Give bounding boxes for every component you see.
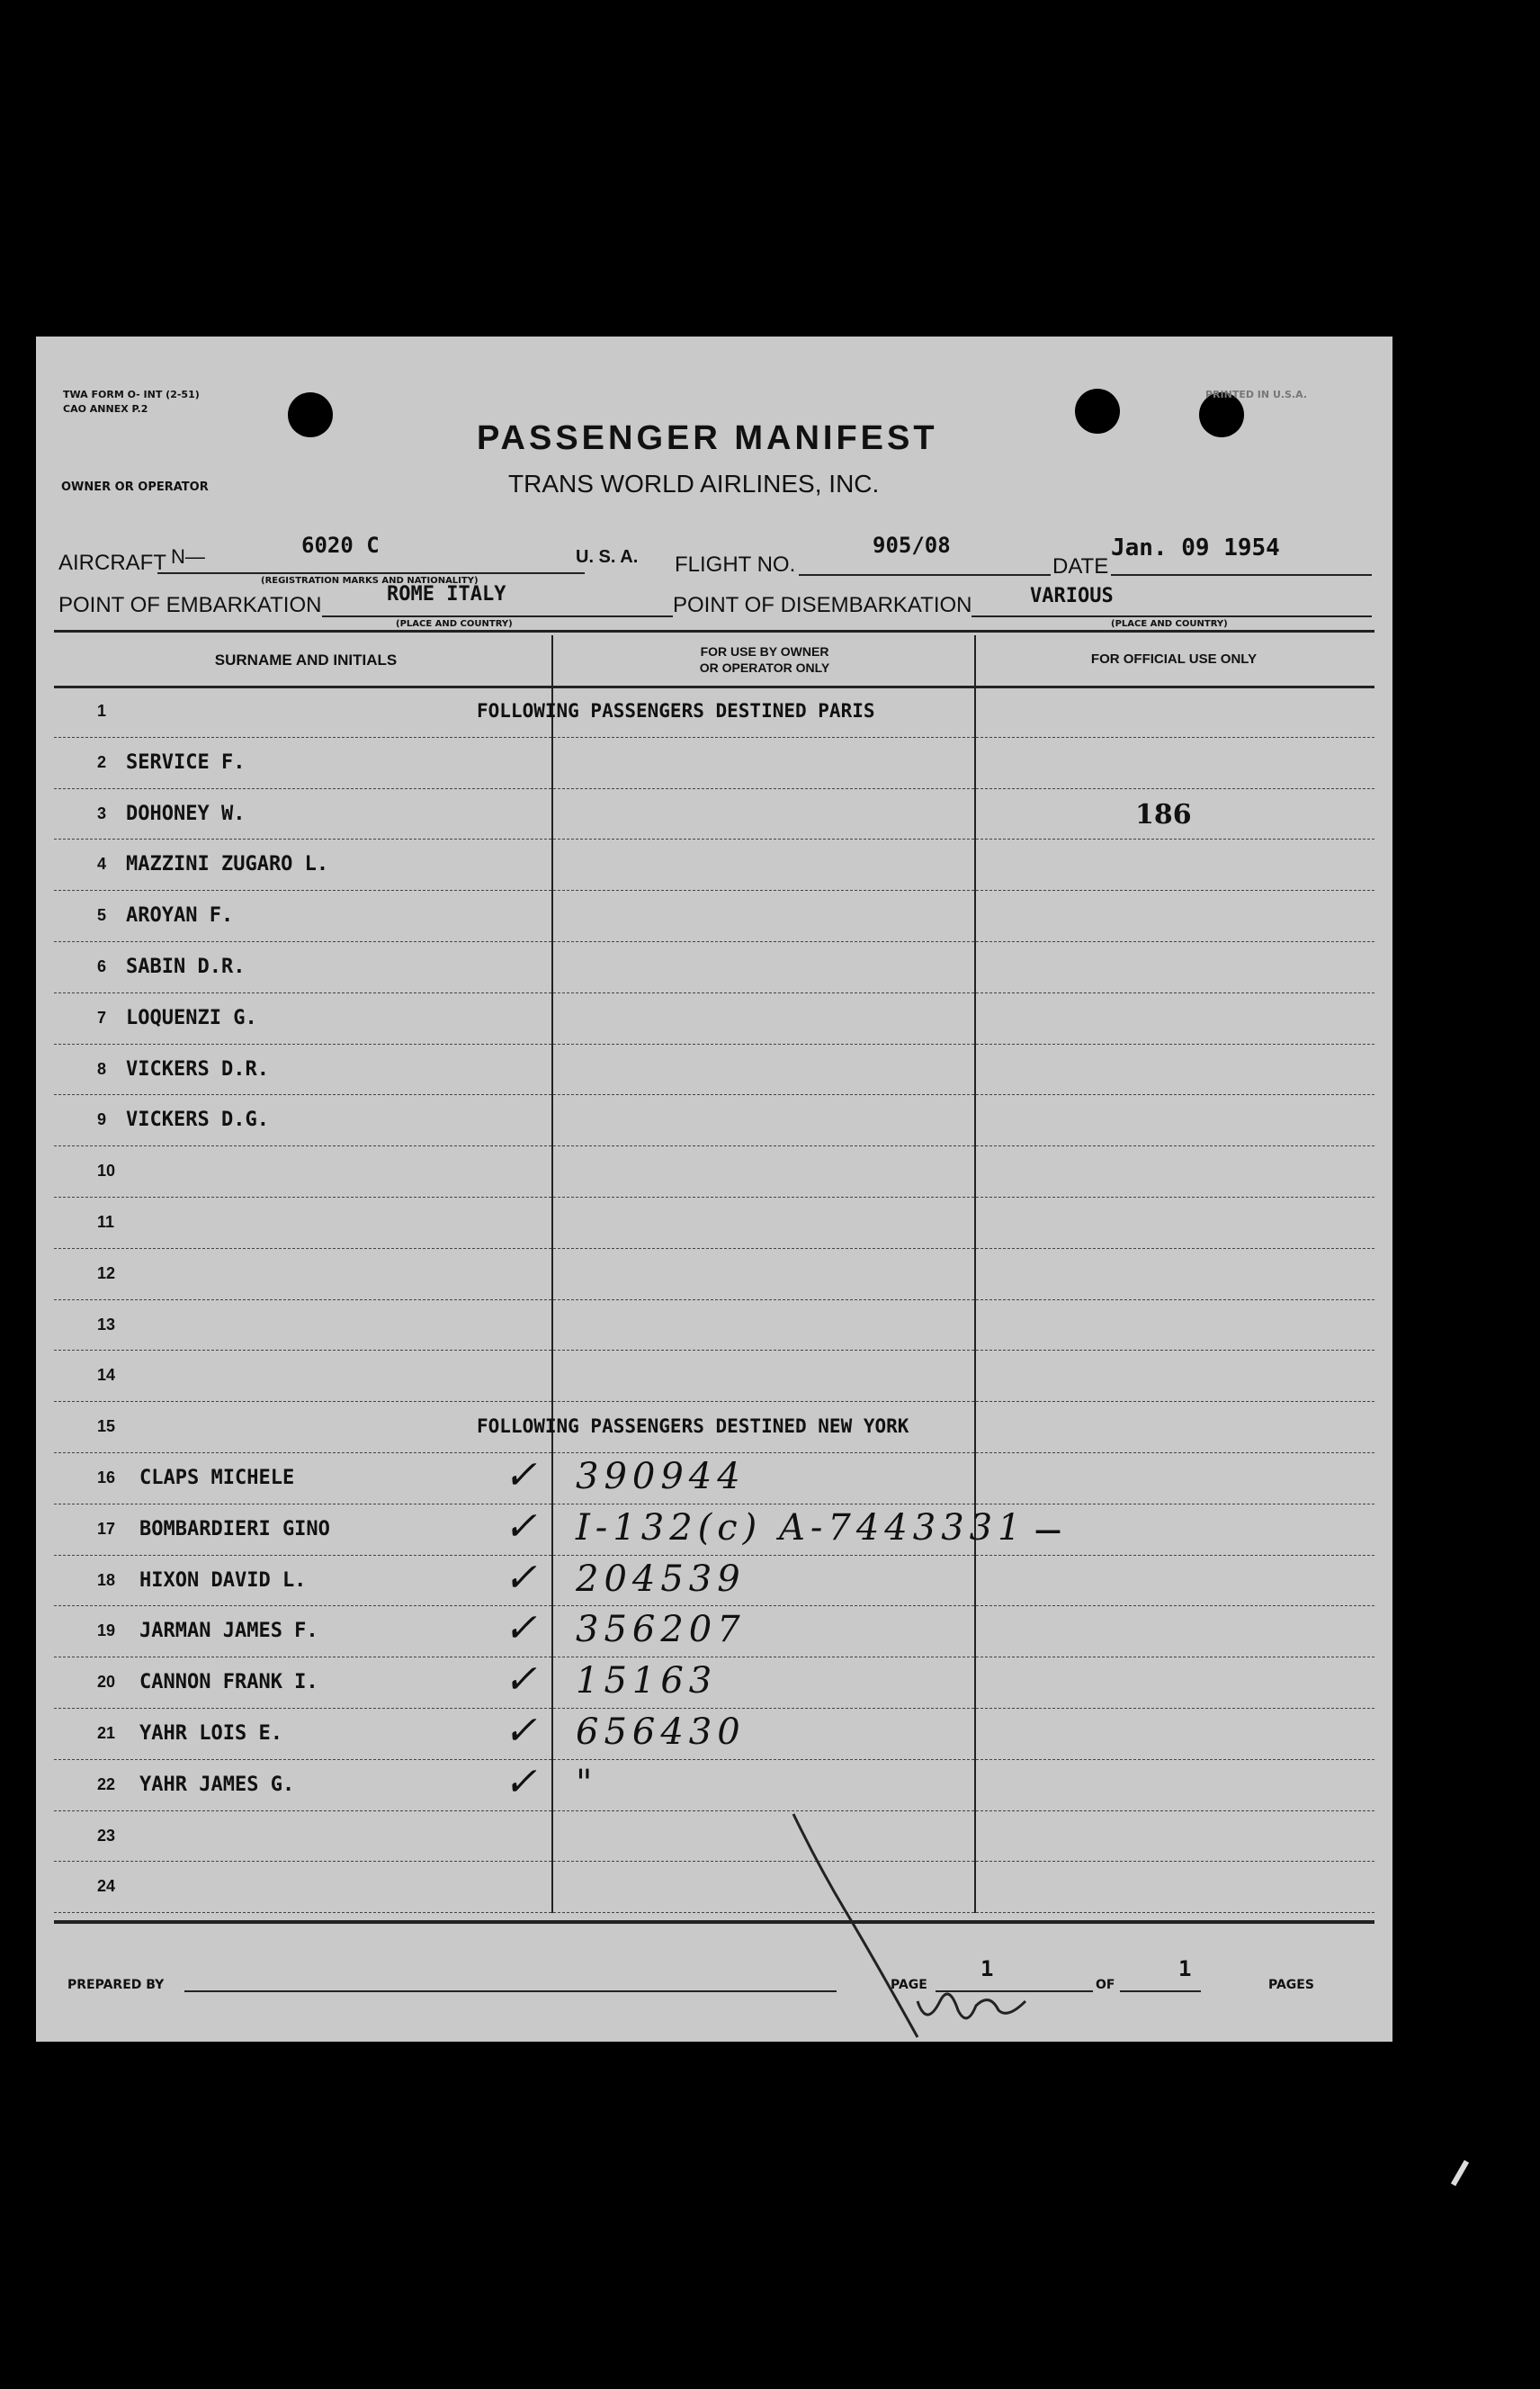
row-rule: [54, 992, 1374, 993]
passenger-name: DOHONEY W.: [126, 802, 246, 825]
row-number: 4: [97, 855, 107, 874]
place-caption-1: (PLACE AND COUNTRY): [396, 619, 513, 629]
passenger-name: MAZZINI ZUGARO L.: [126, 853, 329, 876]
passenger-name: VICKERS D.G.: [126, 1109, 269, 1132]
col-divider-2: [974, 635, 976, 1913]
page-value: 1: [980, 1956, 994, 1981]
row-number: 10: [97, 1162, 116, 1181]
header-rule: [54, 686, 1374, 688]
registration-caption: (REGISTRATION MARKS AND NATIONALITY): [261, 576, 479, 586]
table-bottom-rule: [54, 1920, 1374, 1924]
destination-banner: FOLLOWING PASSENGERS DESTINED PARIS: [477, 700, 875, 722]
row-number: 24: [97, 1877, 116, 1896]
row-number: 3: [97, 804, 107, 822]
flight-no-value: 905/08: [873, 533, 951, 558]
col-official-header: FOR OFFICIAL USE ONLY: [1090, 651, 1258, 667]
handwritten-number: I-132(c) A-7443331: [576, 1506, 1026, 1549]
flight-no-label: FLIGHT NO.: [675, 552, 796, 577]
manifest-sheet: [36, 337, 1392, 2042]
date-label: DATE: [1052, 554, 1109, 579]
row-rule: [54, 1708, 1374, 1709]
row-number: 23: [97, 1826, 116, 1845]
handwritten-number: 15163: [576, 1660, 718, 1702]
place-caption-2: (PLACE AND COUNTRY): [1111, 619, 1228, 629]
row-number: 13: [97, 1315, 116, 1334]
passenger-name: AROYAN F.: [126, 904, 234, 928]
row-rule: [54, 1145, 1374, 1146]
prepared-by-underline: [184, 1990, 837, 1992]
aircraft-label: AIRCRAFT: [58, 551, 166, 575]
row-rule: [54, 1810, 1374, 1811]
date-underline: [1111, 574, 1372, 576]
check-mark: ✓: [504, 1503, 537, 1549]
embark-value: ROME ITALY: [387, 583, 506, 606]
check-mark: ✓: [504, 1554, 537, 1601]
row-rule: [54, 1044, 1374, 1045]
table-top-rule: [54, 630, 1374, 633]
prepared-by-label: PREPARED BY: [67, 1978, 165, 1992]
page-label: PAGE: [891, 1978, 927, 1992]
passenger-name: BOMBARDIERI GINO: [139, 1517, 330, 1540]
passenger-name: CANNON FRANK I.: [139, 1671, 318, 1694]
col-owner-header-2: OR OPERATOR ONLY: [699, 660, 830, 675]
embark-underline: [322, 615, 673, 617]
passenger-name: SERVICE F.: [126, 750, 246, 774]
of-value: 1: [1178, 1956, 1192, 1981]
row-number: 1: [97, 702, 107, 720]
row-number: 14: [97, 1366, 116, 1385]
form-code: TWA FORM O- INT (2-51): [63, 389, 200, 400]
col-divider-1: [551, 635, 553, 1913]
disembark-value: VARIOUS: [1030, 585, 1114, 607]
handwritten-stroke: [792, 1812, 1133, 2046]
row-number: 21: [97, 1724, 116, 1742]
row-number: 19: [97, 1621, 116, 1640]
handwritten-number: 390944: [576, 1456, 746, 1497]
row-rule: [54, 890, 1374, 891]
aircraft-prefix: N—: [171, 545, 205, 568]
page-title: PASSENGER MANIFEST: [477, 419, 938, 457]
annex-code: CAO ANNEX P.2: [63, 403, 148, 415]
passenger-name: YAHR JAMES G.: [139, 1773, 295, 1796]
passenger-name: LOQUENZI G.: [126, 1006, 257, 1029]
row-number: 20: [97, 1673, 116, 1692]
row-rule: [54, 1350, 1374, 1351]
check-mark: ✓: [504, 1758, 537, 1805]
check-mark: ✓: [504, 1452, 537, 1498]
row-number: 17: [97, 1519, 116, 1538]
destination-banner: FOLLOWING PASSENGERS DESTINED NEW YORK: [477, 1415, 909, 1438]
passenger-name: CLAPS MICHELE: [139, 1467, 295, 1489]
handwritten-number: 656430: [576, 1711, 746, 1753]
flight-underline: [799, 574, 1051, 576]
punch-hole-right-1: [1075, 389, 1120, 434]
row-rule: [54, 1555, 1374, 1556]
row-number: 7: [97, 1008, 107, 1027]
passenger-name: YAHR LOIS E.: [139, 1722, 282, 1745]
aircraft-underline: [157, 572, 585, 574]
row-rule: [54, 1094, 1374, 1095]
nationality: U. S. A.: [576, 547, 639, 567]
passenger-name: VICKERS D.R.: [126, 1057, 269, 1081]
row-number: 16: [97, 1468, 116, 1486]
row-number: 22: [97, 1774, 116, 1793]
row-rule: [54, 1861, 1374, 1862]
row-number: 8: [97, 1059, 107, 1078]
pages-label: PAGES: [1268, 1978, 1314, 1992]
row-number: 11: [97, 1213, 115, 1231]
row-number: 6: [97, 957, 107, 975]
operator-name: TRANS WORLD AIRLINES, INC.: [508, 470, 880, 498]
row-rule: [54, 1197, 1374, 1198]
film-scratch: [1451, 2160, 1469, 2187]
check-mark: ✓: [504, 1605, 537, 1652]
passenger-name: SABIN D.R.: [126, 956, 246, 978]
row-rule: [54, 1299, 1374, 1300]
row-rule: [54, 1605, 1374, 1606]
row-rule: [54, 1912, 1374, 1913]
date-value: Jan. 09 1954: [1111, 534, 1280, 561]
official-note: —: [1034, 1513, 1061, 1546]
row-rule: [54, 941, 1374, 942]
row-number: 15: [97, 1417, 116, 1436]
row-number: 9: [97, 1110, 107, 1129]
col-surname-header: SURNAME AND INITIALS: [214, 651, 398, 669]
embark-label: POINT OF EMBARKATION: [58, 593, 322, 617]
row-rule: [54, 1248, 1374, 1249]
printed-in: PRINTED IN U.S.A.: [1205, 389, 1308, 400]
check-mark: ✓: [504, 1708, 537, 1754]
official-note: 186: [1135, 798, 1192, 831]
row-number: 18: [97, 1570, 116, 1589]
handwritten-number: 204539: [576, 1558, 746, 1600]
passenger-name: JARMAN JAMES F.: [139, 1620, 318, 1643]
row-rule: [54, 1401, 1374, 1402]
row-rule: [54, 1452, 1374, 1453]
check-mark: ✓: [504, 1657, 537, 1703]
row-rule: [54, 1759, 1374, 1760]
row-number: 12: [97, 1263, 116, 1282]
punch-hole-left: [288, 392, 333, 437]
passenger-name: HIXON DAVID L.: [139, 1568, 307, 1592]
disembark-label: POINT OF DISEMBARKATION: [673, 593, 972, 617]
of-label: OF: [1096, 1978, 1115, 1992]
row-number: 5: [97, 906, 107, 925]
handwritten-number: 356207: [576, 1609, 746, 1651]
owner-operator-label: OWNER OR OPERATOR: [61, 480, 209, 494]
handwritten-number: ": [576, 1762, 598, 1804]
row-number: 2: [97, 752, 107, 771]
row-rule: [54, 737, 1374, 738]
row-rule: [54, 788, 1374, 789]
col-owner-header-1: FOR USE BY OWNER: [700, 644, 829, 659]
disembark-underline: [971, 615, 1372, 617]
row-rule: [54, 839, 1374, 840]
aircraft-value: 6020 C: [301, 533, 380, 558]
